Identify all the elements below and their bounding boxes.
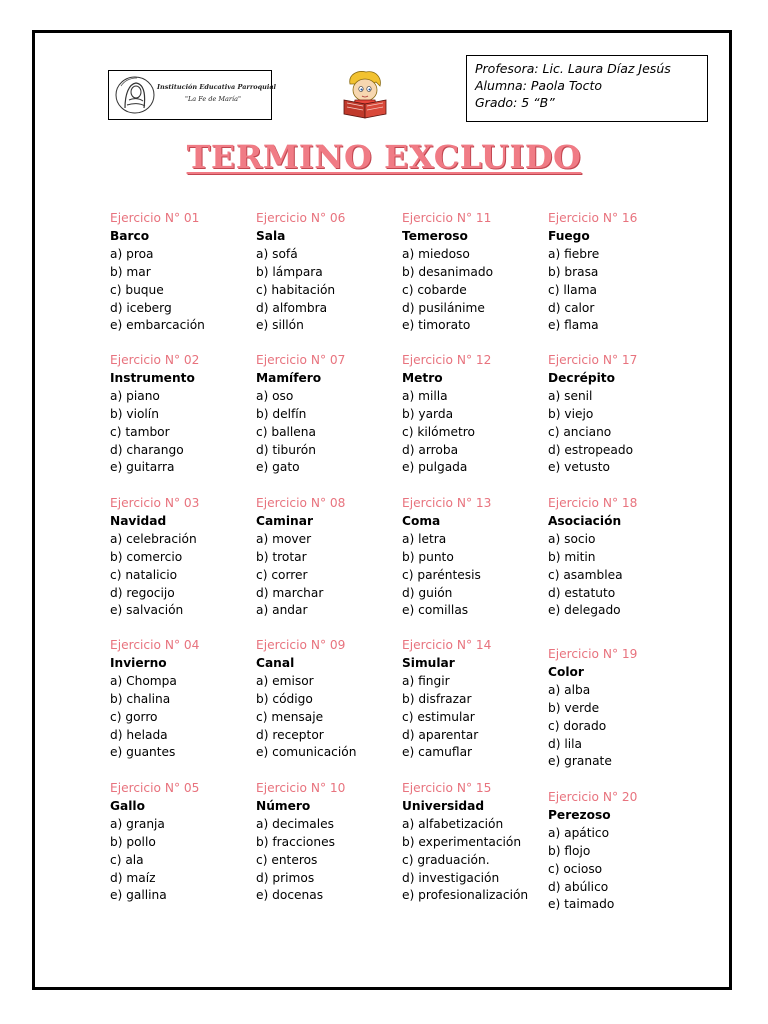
exercise-option: a) fingir <box>402 673 450 688</box>
exercise-block <box>256 637 402 762</box>
exercise-block <box>548 210 694 335</box>
exercise-option: c) estimular <box>402 709 475 724</box>
exercise-option: d) tiburón <box>256 442 316 457</box>
exercise-option: b) disfrazar <box>402 691 472 706</box>
exercise-option: e) guantes <box>110 745 176 760</box>
exercise-option: d) primos <box>256 870 315 885</box>
exercise-option: d) guión <box>402 585 453 600</box>
exercise-option: a) granja <box>110 816 165 831</box>
exercise-option: b) experimentación <box>402 834 522 849</box>
exercise-option: b) viejo <box>548 406 594 421</box>
exercise-heading: Ejercicio N° 19 <box>548 647 638 661</box>
exercise-option: e) gato <box>256 460 300 475</box>
exercise-option: e) comillas <box>402 603 469 618</box>
exercise-keyword: Mamífero <box>256 370 322 385</box>
exercise-keyword: Invierno <box>110 655 167 670</box>
exercise-option: a) letra <box>402 531 447 546</box>
exercise-option: b) brasa <box>548 264 599 279</box>
exercise-keyword: Instrumento <box>110 370 195 385</box>
exercise-option: a) alfabetización <box>402 816 504 831</box>
exercise-heading: Ejercicio N° 07 <box>256 353 346 367</box>
exercise-option: a) milla <box>402 388 448 403</box>
exercise-block <box>548 646 694 771</box>
exercise-heading: Ejercicio N° 09 <box>256 638 346 652</box>
exercise-option: e) salvación <box>110 603 184 618</box>
exercise-option: e) comunicación <box>256 745 357 760</box>
exercise-option: e) sillón <box>256 318 304 333</box>
exercise-option: d) arroba <box>402 442 459 457</box>
exercise-option: b) trotar <box>256 549 307 564</box>
exercise-keyword: Sala <box>256 228 286 243</box>
exercise-option: a) emisor <box>256 673 314 688</box>
exercise-option: c) buque <box>110 282 164 297</box>
exercise-option: a) fiebre <box>548 246 600 261</box>
exercise-heading: Ejercicio N° 15 <box>402 781 492 795</box>
exercise-option: d) abúlico <box>548 879 609 894</box>
exercise-keyword: Perezoso <box>548 807 611 822</box>
exercise-keyword: Temeroso <box>402 228 468 243</box>
exercise-block <box>110 495 256 620</box>
exercise-option: d) regocijo <box>110 585 175 600</box>
exercise-heading: Ejercicio N° 11 <box>402 211 492 225</box>
exercise-option: b) mitin <box>548 549 596 564</box>
exercise-option: d) marchar <box>256 585 324 600</box>
exercise-option: e) timorato <box>402 318 471 333</box>
exercise-heading: Ejercicio N° 13 <box>402 496 492 510</box>
exercise-option: d) calor <box>548 300 595 315</box>
exercise-block <box>110 637 256 762</box>
exercise-option: c) kilómetro <box>402 424 475 439</box>
exercise-option: c) correr <box>256 567 308 582</box>
exercise-option: c) graduación. <box>402 852 490 867</box>
exercise-keyword: Coma <box>402 513 441 528</box>
exercise-option: e) granate <box>548 754 612 769</box>
exercise-option: b) desanimado <box>402 264 494 279</box>
exercise-keyword: Canal <box>256 655 295 670</box>
exercise-option: a) celebración <box>110 531 197 546</box>
exercise-option: a) senil <box>548 388 593 403</box>
exercise-keyword: Color <box>548 664 584 679</box>
exercise-option: a) proa <box>110 246 154 261</box>
exercise-block <box>256 495 402 620</box>
exercise-option: a) alba <box>548 682 591 697</box>
exercise-option: a) piano <box>110 388 160 403</box>
exercise-block <box>402 210 548 335</box>
exercise-option: b) fracciones <box>256 834 335 849</box>
exercise-option: a) Chompa <box>110 673 177 688</box>
exercise-keyword: Gallo <box>110 798 145 813</box>
exercise-option: d) receptor <box>256 727 324 742</box>
exercise-option: e) delegado <box>548 603 621 618</box>
exercise-option: a) andar <box>256 603 308 618</box>
grade-line: Grado: 5 “B” <box>475 95 555 110</box>
student-info-box <box>466 55 708 122</box>
exercise-option: a) sofá <box>256 246 298 261</box>
exercise-option: c) asamblea <box>548 567 623 582</box>
exercise-option: b) verde <box>548 700 600 715</box>
exercise-option: a) decimales <box>256 816 334 831</box>
exercise-option: c) cobarde <box>402 282 467 297</box>
exercise-option: b) yarda <box>402 406 454 421</box>
exercise-option: a) apático <box>548 825 610 840</box>
exercise-option: e) camuflar <box>402 745 473 760</box>
exercise-option: b) delfín <box>256 406 307 421</box>
exercise-option: c) gorro <box>110 709 158 724</box>
exercise-keyword: Fuego <box>548 228 590 243</box>
exercise-option: c) natalicio <box>110 567 178 582</box>
exercise-option: e) taimado <box>548 897 615 912</box>
exercise-option: d) pusilánime <box>402 300 485 315</box>
exercise-heading: Ejercicio N° 18 <box>548 496 638 510</box>
exercise-option: b) código <box>256 691 313 706</box>
exercise-option: b) comercio <box>110 549 183 564</box>
exercise-heading: Ejercicio N° 06 <box>256 211 346 225</box>
exercise-option: e) flama <box>548 318 599 333</box>
exercise-option: d) helada <box>110 727 168 742</box>
exercise-heading: Ejercicio N° 14 <box>402 638 492 652</box>
exercise-option: d) estropeado <box>548 442 634 457</box>
exercise-option: c) ocioso <box>548 861 603 876</box>
exercise-block <box>256 352 402 477</box>
exercise-block <box>402 352 548 477</box>
exercise-heading: Ejercicio N° 20 <box>548 790 638 804</box>
exercise-option: d) iceberg <box>110 300 172 315</box>
exercise-option: a) socio <box>548 531 596 546</box>
exercise-option: c) ballena <box>256 424 316 439</box>
student-line: Alumna: Paola Tocto <box>475 78 603 93</box>
school-motto: "La Fe de María" <box>185 95 241 103</box>
exercise-option: d) investigación <box>402 870 500 885</box>
exercise-option: d) maíz <box>110 870 156 885</box>
exercise-heading: Ejercicio N° 02 <box>110 353 200 367</box>
exercise-option: e) pulgada <box>402 460 468 475</box>
exercise-option: b) chalina <box>110 691 171 706</box>
exercise-option: d) alfombra <box>256 300 328 315</box>
exercise-option: e) docenas <box>256 888 324 903</box>
exercise-option: a) miedoso <box>402 246 470 261</box>
exercise-keyword: Universidad <box>402 798 485 813</box>
school-name: Institución Educativa Parroquial <box>157 83 277 91</box>
exercise-block <box>256 210 402 335</box>
exercise-option: c) tambor <box>110 424 170 439</box>
exercise-option: c) habitación <box>256 282 336 297</box>
exercise-heading: Ejercicio N° 08 <box>256 496 346 510</box>
exercise-keyword: Metro <box>402 370 443 385</box>
exercise-option: b) pollo <box>110 834 156 849</box>
school-logo <box>108 70 277 120</box>
exercise-option: c) llama <box>548 282 597 297</box>
exercise-keyword: Caminar <box>256 513 313 528</box>
exercise-keyword: Decrépito <box>548 370 615 385</box>
exercise-option: b) flojo <box>548 843 591 858</box>
exercise-keyword: Asociación <box>548 513 622 528</box>
exercise-option: e) embarcación <box>110 318 205 333</box>
exercise-option: b) lámpara <box>256 264 323 279</box>
exercise-keyword: Simular <box>402 655 455 670</box>
exercise-heading: Ejercicio N° 01 <box>110 211 200 225</box>
exercise-block <box>110 780 256 905</box>
exercise-option: c) enteros <box>256 852 318 867</box>
exercise-block <box>110 210 256 335</box>
exercise-option: d) charango <box>110 442 184 457</box>
page-title: TERMINO EXCLUIDO <box>186 138 582 176</box>
exercise-option: a) oso <box>256 388 294 403</box>
exercise-option: a) mover <box>256 531 312 546</box>
exercise-option: c) ala <box>110 852 144 867</box>
exercise-heading: Ejercicio N° 12 <box>402 353 492 367</box>
exercise-option: e) gallina <box>110 888 167 903</box>
exercise-heading: Ejercicio N° 04 <box>110 638 200 652</box>
exercise-block <box>402 637 548 762</box>
exercise-keyword: Navidad <box>110 513 167 528</box>
exercise-block <box>548 789 694 914</box>
exercise-block <box>402 495 548 620</box>
exercise-option: c) mensaje <box>256 709 324 724</box>
exercise-option: b) punto <box>402 549 454 564</box>
exercise-heading: Ejercicio N° 16 <box>548 211 638 225</box>
exercise-block <box>402 780 548 905</box>
exercise-block <box>548 352 694 477</box>
exercise-option: d) lila <box>548 736 582 751</box>
exercise-block <box>256 780 402 905</box>
exercise-heading: Ejercicio N° 03 <box>110 496 200 510</box>
exercise-option: e) guitarra <box>110 460 175 475</box>
exercise-keyword: Barco <box>110 228 150 243</box>
teacher-line: Profesora: Lic. Laura Díaz Jesús <box>475 61 671 76</box>
exercise-option: d) estatuto <box>548 585 616 600</box>
exercise-block <box>548 495 694 620</box>
exercise-option: c) anciano <box>548 424 612 439</box>
exercise-heading: Ejercicio N° 17 <box>548 353 638 367</box>
exercise-option: b) violín <box>110 406 159 421</box>
virgin-mary-emblem-icon <box>113 74 157 116</box>
exercise-block <box>110 352 256 477</box>
exercise-keyword: Número <box>256 798 311 813</box>
exercise-heading: Ejercicio N° 05 <box>110 781 200 795</box>
exercise-heading: Ejercicio N° 10 <box>256 781 346 795</box>
exercise-option: e) profesionalización <box>402 888 529 903</box>
exercise-option: c) paréntesis <box>402 567 481 582</box>
exercise-option: e) vetusto <box>548 460 610 475</box>
exercise-option: d) aparentar <box>402 727 479 742</box>
reading-child-icon <box>336 70 394 120</box>
exercise-option: b) mar <box>110 264 151 279</box>
exercise-option: c) dorado <box>548 718 607 733</box>
